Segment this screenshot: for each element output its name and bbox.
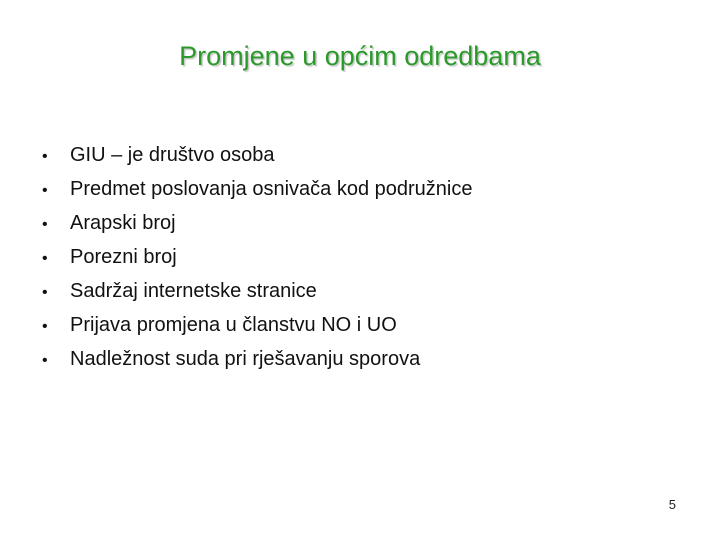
bullet-item <box>42 138 472 172</box>
slide-title: Promjene u općim odredbama <box>179 41 541 71</box>
bullet-text: Arapski broj <box>70 212 176 234</box>
bullet-text: GIU – je društvo osoba <box>70 144 275 166</box>
bullet-icon: • <box>42 318 48 335</box>
bullet-icon: • <box>42 352 48 369</box>
bullet-icon: • <box>42 216 48 233</box>
bullet-item <box>42 240 472 274</box>
bullet-text: Nadležnost suda pri rješavanju sporova <box>70 348 421 370</box>
bullet-icon: • <box>42 284 48 301</box>
page-number: 5 <box>668 497 676 512</box>
bullet-list <box>42 138 472 376</box>
bullet-text: Prijava promjena u članstvu NO i UO <box>70 314 397 336</box>
bullet-text: Sadržaj internetske stranice <box>70 280 317 302</box>
bullet-item <box>42 206 472 240</box>
bullet-item <box>42 342 472 376</box>
bullet-item <box>42 274 472 308</box>
bullet-item <box>42 308 472 342</box>
bullet-icon: • <box>42 250 48 267</box>
bullet-icon: • <box>42 148 48 165</box>
bullet-icon: • <box>42 182 48 199</box>
bullet-text: Predmet poslovanja osnivača kod podružnice <box>70 178 473 200</box>
bullet-text: Porezni broj <box>70 246 177 268</box>
bullet-item <box>42 172 472 206</box>
